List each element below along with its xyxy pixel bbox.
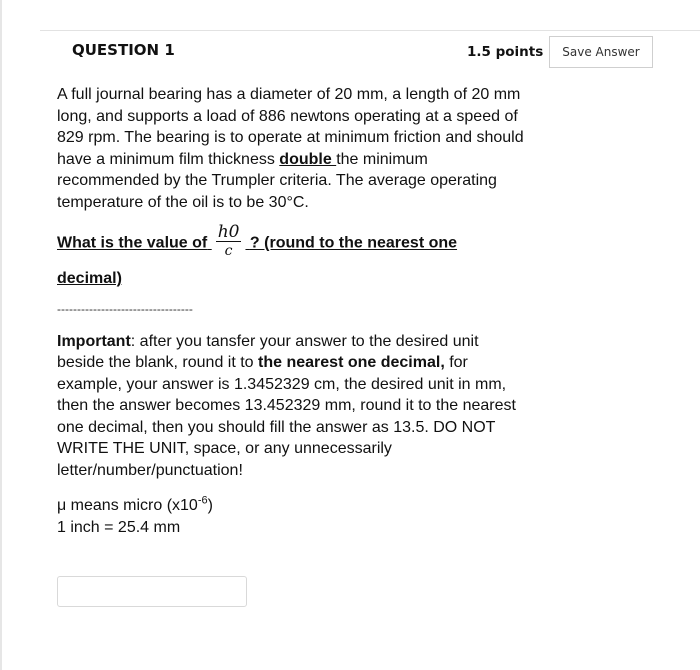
header-divider <box>40 30 700 31</box>
prompt-start: What is the value of <box>57 234 208 252</box>
prompt-end-line2: decimal) <box>57 270 122 287</box>
problem-statement <box>57 84 527 213</box>
fraction-numerator: h0 <box>217 222 240 242</box>
important-label: Important <box>57 332 131 350</box>
problem-tail: the minimum recommended by the Trumpler criteria. The average operating temperature of the oil is to be 30°C. <box>57 150 497 211</box>
problem-text: A full journal bearing has a diameter of 20 mm, a length of 20 mm long, and supports a load of 886 newtons operating at a speed of 829 rpm. The bearing is to operate at minimum friction and should have a minimum film thickness <box>57 86 524 168</box>
micro-close: ) <box>207 497 213 514</box>
points-label: 1.5 points <box>467 44 544 60</box>
important-bold: the nearest one decimal, <box>258 354 445 371</box>
question-body <box>57 84 527 538</box>
prompt-end: ? (round to the nearest one <box>249 234 458 252</box>
question-title: QUESTION 1 <box>72 41 175 59</box>
problem-emphasis: double <box>279 150 337 168</box>
question-prompt <box>57 222 527 262</box>
important-text1: : after you tansfer your answer to the desired unit beside the blank, round it to <box>57 332 479 371</box>
frame-border <box>0 0 2 670</box>
inch-note: 1 inch = 25.4 mm <box>57 518 181 536</box>
fraction-denominator: c <box>224 243 233 259</box>
important-note <box>57 331 527 482</box>
save-answer-button[interactable]: Save Answer <box>549 36 653 68</box>
divider-dashes: ---------------------------------- <box>57 301 193 316</box>
micro-text: μ means micro (x10 <box>57 497 198 514</box>
fraction-h0-over-c <box>216 223 242 260</box>
micro-exponent: -6 <box>197 494 208 507</box>
important-text2: for example, your answer is 1.3452329 cm, the desired unit in mm, then the answer becomes 13.452329 mm, round it to the nearest one decimal, then you should fill the answer as 13.5. DO NOT WRITE THE UNIT, space, or any unnecessarily letter/number/punctuation! <box>57 354 516 479</box>
answer-input[interactable] <box>57 576 247 607</box>
micro-note <box>57 495 527 517</box>
